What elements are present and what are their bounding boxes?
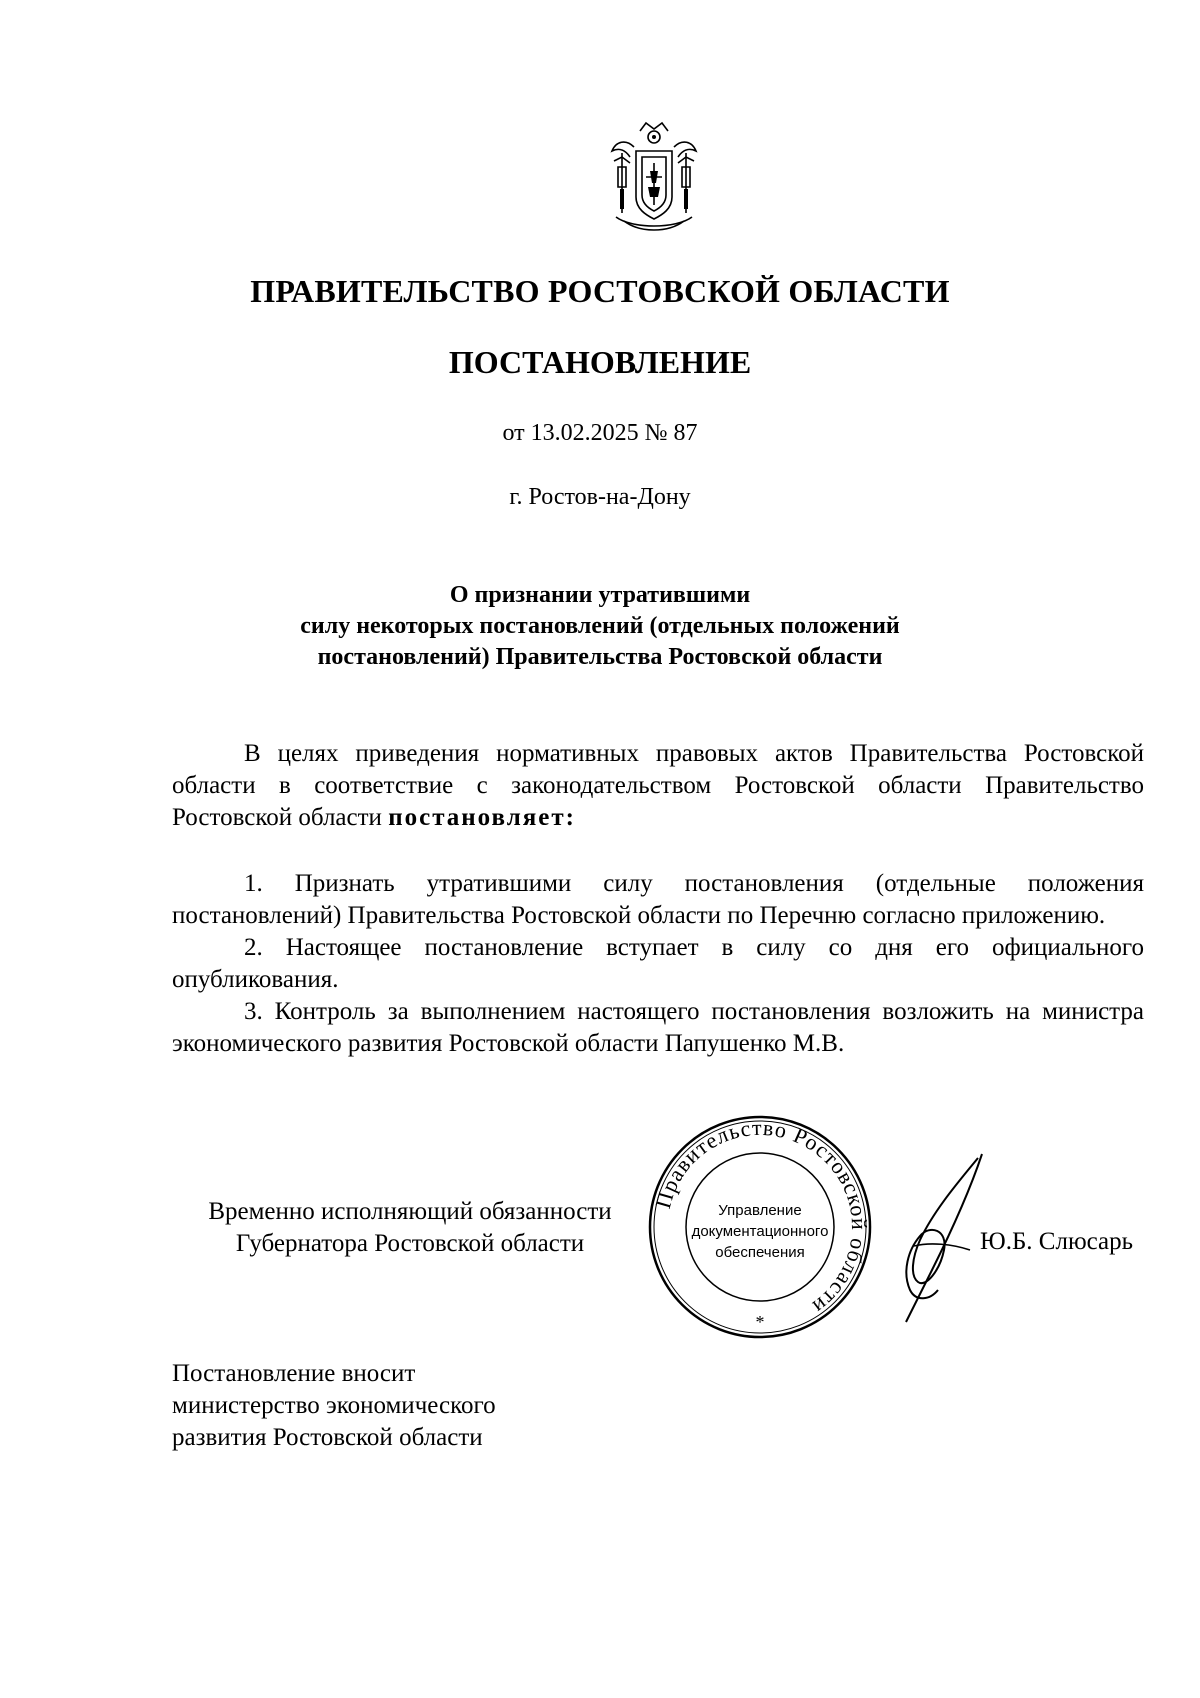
heading-line: постановлений) Правительства Ростовской области: [317, 644, 883, 670]
decree-items: [172, 868, 1144, 1060]
signer-position-line: Губернатора Ростовской области: [235, 1230, 585, 1257]
document-heading: [0, 580, 1200, 673]
decree-item: 1. Признать утратившими силу постановления (отдельные положения постановлений) Правительства Ростовской области по Перечню согласно приложению.: [172, 870, 1144, 929]
submitter-line: развития Ростовской области: [172, 1424, 483, 1451]
stamp-center-line: документационного: [691, 1223, 829, 1240]
decree-word: постановляет:: [388, 804, 576, 831]
decree-item: 3. Контроль за выполнением настоящего постановления возложить на министра экономического развития Ростовской области Папушенко М.В.: [172, 998, 1144, 1057]
government-name: ПРАВИТЕЛЬСТВО РОСТОВСКОЙ ОБЛАСТИ: [250, 273, 950, 309]
stamp-star: *: [755, 1312, 765, 1332]
stamp-ring-text: Правительство Ростовской области: [650, 1114, 873, 1321]
stamp-center-line: Управление: [718, 1202, 802, 1219]
document-type: ПОСТАНОВЛЕНИЕ: [448, 344, 752, 380]
heading-line: О признании утратившими: [449, 582, 751, 608]
signer-position: [170, 1196, 650, 1260]
signer-name: Ю.Б. Слюсарь: [980, 1228, 1134, 1255]
submitter-line: министерство экономического: [172, 1392, 496, 1419]
coat-of-arms-icon: [602, 117, 706, 235]
heading-line: силу некоторых постановлений (отдельных положений: [300, 613, 900, 639]
official-stamp: [645, 1112, 875, 1342]
decree-item: 2. Настоящее постановление вступает в силу со дня его официального опубликования.: [172, 934, 1144, 993]
signer-position-line: Временно исполняющий обязанности: [208, 1198, 612, 1225]
document-date-number: от 13.02.2025 № 87: [502, 420, 698, 446]
stamp-center-line: обеспечения: [715, 1244, 805, 1261]
document-city: г. Ростов-на-Дону: [509, 484, 691, 510]
submitter-note: [172, 1358, 496, 1454]
preamble: [172, 738, 1144, 834]
preamble-text: В целях приведения нормативных правовых актов Правительства Ростовской области в соответствие с законодательством Ростовской области Правительство Ростовской области: [172, 740, 1144, 831]
submitter-line: Постановление вносит: [172, 1360, 416, 1387]
